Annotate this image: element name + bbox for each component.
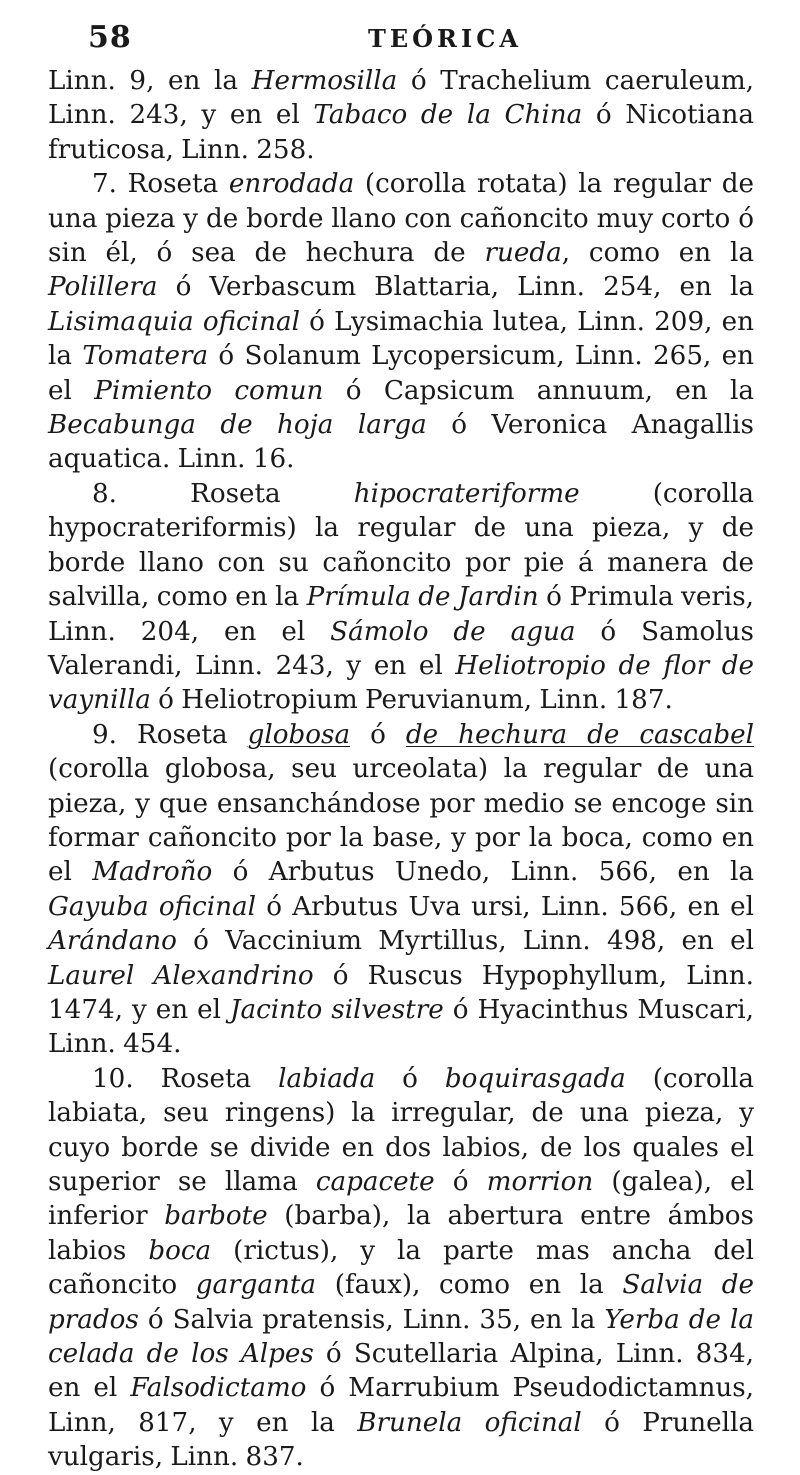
italic-term: barbote <box>164 1201 268 1232</box>
italic-term: Gayuba oficinal <box>48 891 256 922</box>
running-head: TEÓRICA <box>368 24 522 53</box>
italic-term: enrodada <box>228 169 355 200</box>
text-run: 9. Roseta <box>92 719 248 750</box>
italic-term: morrion <box>486 1167 594 1197</box>
italic-term: Becabunga de hoja larga <box>48 410 427 441</box>
italic-term: Hermosilla <box>251 66 398 96</box>
italic-term: Arándano <box>48 926 177 957</box>
italic-term: Tabaco de la China <box>313 100 583 131</box>
page-number: 58 <box>88 20 132 55</box>
italic-term: hipocrateriforme <box>353 478 580 509</box>
italic-term: Pimiento comun <box>94 375 324 406</box>
italic-term: Sámolo de agua <box>330 616 576 647</box>
italic-term: Polillera <box>48 272 158 303</box>
text-run: Linn. 9, en la <box>48 66 252 96</box>
italic-term: garganta <box>195 1270 317 1301</box>
text-run: (corolla globosa, seu urceolata) la regular de una pieza, y que ensanchándose por medio se encoge sin formar cañoncito por la base, y por la boca, como en el <box>48 754 754 888</box>
text-run: ó <box>434 1167 487 1197</box>
body-text <box>48 64 778 1475</box>
text-run: ó Ruscus Hypophyllum, Linn. 1474, y en el <box>48 960 754 1025</box>
italic-term: capacete <box>315 1167 435 1197</box>
text-run: ó <box>375 1063 445 1094</box>
italic-term: Laurel Alexandrino <box>48 960 314 991</box>
text-run: (galea), el inferior <box>48 1167 754 1232</box>
italic-term: Yerba de la celada de los Alpes <box>48 1304 754 1370</box>
text-run: (corolla hypocrateriformis) la regular de una pieza, y de borde llano con su cañoncito por pie á manera de salvilla, como en la <box>48 478 754 613</box>
italic-term: Heliotropio de flor de vaynilla <box>48 650 754 716</box>
text-run: ó Heliotropium Peruvianum, Linn. 187. <box>150 685 673 716</box>
page-header <box>48 20 778 60</box>
text-run: ó Scutellaria Alpina, Linn. 834, en el <box>48 1339 754 1404</box>
paragraph-item <box>48 167 754 477</box>
text-run: ó Solanum Lycopersicum, Linn. 265, en el <box>48 341 754 406</box>
text-run: (corolla rotata) la regular de una pieza y de borde llano con cañoncito muy corto ó sin él, ó sea de hechura de <box>48 169 754 269</box>
text-run: ó Arbutus Unedo, Linn. 566, en la <box>212 857 754 888</box>
text-run: ó Salvia pratensis, Linn. 35, en la <box>138 1304 605 1335</box>
paragraph-continuation <box>48 64 754 167</box>
text-run: ó <box>350 719 406 750</box>
text-run: ó Prunella vulgaris, Linn. 837. <box>48 1407 754 1473</box>
text-run: , como en la <box>561 238 754 269</box>
paragraph-item <box>48 718 754 1062</box>
paragraph-item <box>48 477 754 718</box>
text-run: ó Capsicum annuum, en la <box>323 375 754 406</box>
text-run: 10. Roseta <box>92 1063 279 1094</box>
italic-term: boca <box>148 1235 212 1266</box>
italic-term: rueda <box>484 238 562 269</box>
italic-term: Lisimaquia oficinal <box>48 306 300 337</box>
italic-term: globosa <box>247 719 351 750</box>
text-run: ó Marrubium Pseudodictamnus, Linn, 817, y en la <box>48 1373 754 1438</box>
italic-term: Jacinto silvestre <box>230 994 444 1025</box>
text-run: (rictus), y la parte mas ancha del cañoncito <box>48 1235 754 1301</box>
italic-term: de hechura de cascabel <box>405 719 754 750</box>
text-run: ó Primula veris, Linn. 204, en el <box>48 582 755 647</box>
text-run: (barba), la abertura entre ámbos labios <box>48 1201 755 1266</box>
text-run: 8. Roseta <box>92 478 354 509</box>
italic-term: Brunela oficinal <box>357 1407 582 1438</box>
text-run: ó Samolus Valerandi, Linn. 243, y en el <box>48 616 754 681</box>
text-run: ó Nicotiana fruticosa, Linn. 258. <box>48 100 754 165</box>
italic-term: boquirasgada <box>444 1063 626 1094</box>
italic-term: Prímula de Jardin <box>306 582 539 613</box>
italic-term: Salvia de prados <box>48 1270 755 1335</box>
italic-term: Falsodictamo <box>130 1373 307 1404</box>
text-run: ó Trachelium caeruleum, Linn. 243, y en el <box>48 66 754 131</box>
text-run: ó Arbutus Uva ursi, Linn. 566, en el <box>255 891 754 922</box>
paragraph-item <box>48 1062 754 1475</box>
italic-term: Tomatera <box>82 341 209 372</box>
text-run: ó Hyacinthus Muscari, Linn. 454. <box>48 994 755 1060</box>
text-run: ó Lysimachia lutea, Linn. 209, en la <box>48 306 754 372</box>
italic-term: labiada <box>278 1063 376 1094</box>
text-run: ó Vaccinium Myrtillus, Linn. 498, en el <box>176 926 754 957</box>
italic-term: Madroño <box>92 857 213 888</box>
text-run: (corolla labiata, seu ringens) la irregular, de una pieza, y cuyo borde se divide en dos labios, de los quales el superior se llama <box>48 1063 755 1197</box>
text-run: 7. Roseta <box>92 169 229 200</box>
text-run: ó Verbascum Blattaria, Linn. 254, en la <box>157 272 754 303</box>
book-page <box>48 20 778 1475</box>
text-run: (faux), como en la <box>316 1270 623 1301</box>
text-run: ó Veronica Anagallis aquatica. Linn. 16. <box>48 410 754 475</box>
